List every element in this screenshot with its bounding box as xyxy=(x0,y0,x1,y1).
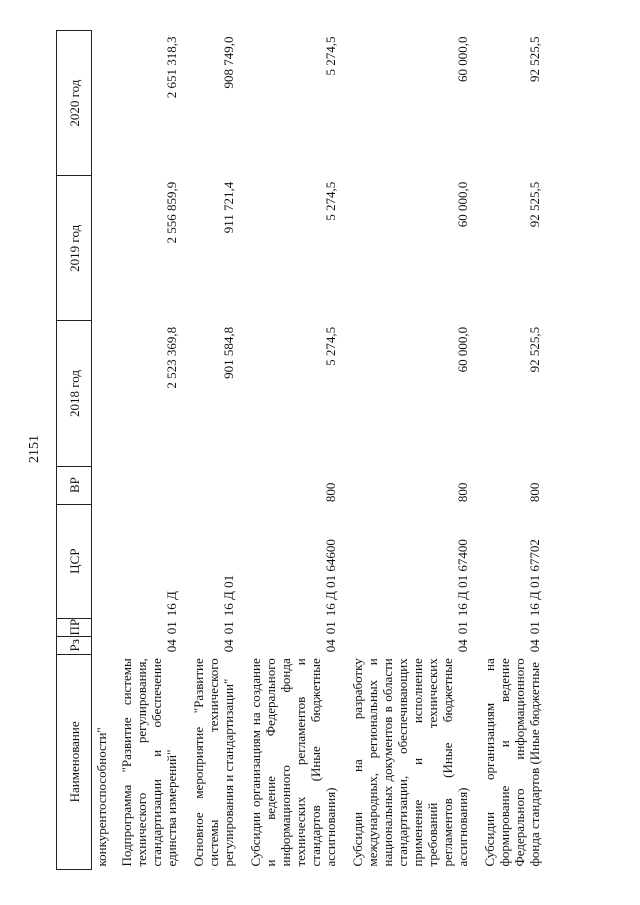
cell-csr xyxy=(92,504,114,618)
header-2019: 2019 год xyxy=(57,176,92,321)
cell-2020: 5 274,5 xyxy=(323,36,338,76)
cell-pr: 01 xyxy=(164,621,179,635)
cell-pr: 01 xyxy=(221,621,236,635)
table-row xyxy=(242,31,344,870)
cell-2018: 60 000,0 xyxy=(455,326,470,373)
cell-2018: 5 274,5 xyxy=(323,326,338,366)
table-row xyxy=(113,31,185,870)
cell-2018: 2 523 369,8 xyxy=(164,326,179,389)
cell-2019: 92 525,5 xyxy=(527,181,542,228)
table-row xyxy=(344,31,476,870)
cell-name: конкурентоспособности" xyxy=(94,727,109,867)
cell-pr xyxy=(92,618,114,636)
cell-2018: 92 525,5 xyxy=(527,326,542,373)
page-number: 2151 xyxy=(27,435,42,463)
cell-pr: 01 xyxy=(455,621,470,635)
header-rz: Рз xyxy=(57,636,92,654)
cell-csr: 16 Д 01 67702 xyxy=(527,539,542,617)
cell-pr: 01 xyxy=(323,621,338,635)
cell-2020 xyxy=(92,31,114,176)
cell-csr: 16 Д 01 xyxy=(221,574,236,617)
header-pr: ПР xyxy=(57,618,92,636)
cell-rz: 04 xyxy=(323,639,338,653)
header-csr: ЦСР xyxy=(57,504,92,618)
table-body xyxy=(92,31,549,870)
cell-2018: 901 584,8 xyxy=(221,326,236,379)
cell-vr: 800 xyxy=(323,482,338,503)
cell-2020: 92 525,5 xyxy=(527,36,542,82)
cell-vr xyxy=(113,466,185,504)
cell-name: Подпрограмма "Развитие системы технического регулирования, стандартизации и обеспечение единства измерений" xyxy=(119,658,179,867)
cell-2020: 60 000,0 xyxy=(455,36,470,82)
cell-2019: 2 556 859,9 xyxy=(164,181,179,244)
cell-name: Субсидии организациям на формирование и ведение Федерального информационного фонда стандартов (Иные бюджетные xyxy=(482,658,542,867)
cell-rz: 04 xyxy=(455,639,470,653)
cell-csr: 16 Д 01 67400 xyxy=(455,539,470,617)
cell-csr: 16 Д 01 64600 xyxy=(323,539,338,617)
table-row xyxy=(185,31,242,870)
cell-rz xyxy=(92,636,114,654)
budget-table xyxy=(56,30,548,870)
cell-csr: 16 Д xyxy=(164,591,179,617)
cell-2019: 5 274,5 xyxy=(323,181,338,221)
cell-2018 xyxy=(92,321,114,466)
cell-2019: 911 721,4 xyxy=(221,181,236,234)
cell-vr: 800 xyxy=(455,482,470,503)
header-2020: 2020 год xyxy=(57,31,92,176)
cell-rz: 04 xyxy=(527,639,542,653)
cell-vr xyxy=(185,466,242,504)
table-header xyxy=(57,31,92,870)
header-vr: ВР xyxy=(57,466,92,504)
header-name: Наименование xyxy=(57,654,92,869)
cell-name: Основное мероприятие "Развитие системы технического регулирования и стандартизации" xyxy=(191,658,236,867)
table-row xyxy=(476,31,548,870)
rotated-sheet xyxy=(56,30,586,870)
cell-rz: 04 xyxy=(221,639,236,653)
cell-pr: 01 xyxy=(527,621,542,635)
table-row xyxy=(92,31,114,870)
cell-name: Субсидии организациям на создание и ведение Федерального информационного фонда технических регламентов и стандартов (Иные бюджетные ассигнования) xyxy=(248,658,338,867)
cell-rz: 04 xyxy=(164,639,179,653)
cell-name: Субсидии на разработку международных, региональных и национальных документов в области стандартизации, обеспечивающих применение и исполнение требований технических регламентов (Иные бюджетные ассигнования) xyxy=(350,658,470,867)
cell-2019 xyxy=(92,176,114,321)
cell-2020: 2 651 318,3 xyxy=(164,36,179,99)
cell-vr xyxy=(92,466,114,504)
cell-2020: 908 749,0 xyxy=(221,36,236,89)
cell-2019: 60 000,0 xyxy=(455,181,470,228)
header-2018: 2018 год xyxy=(57,321,92,466)
cell-vr: 800 xyxy=(527,482,542,503)
